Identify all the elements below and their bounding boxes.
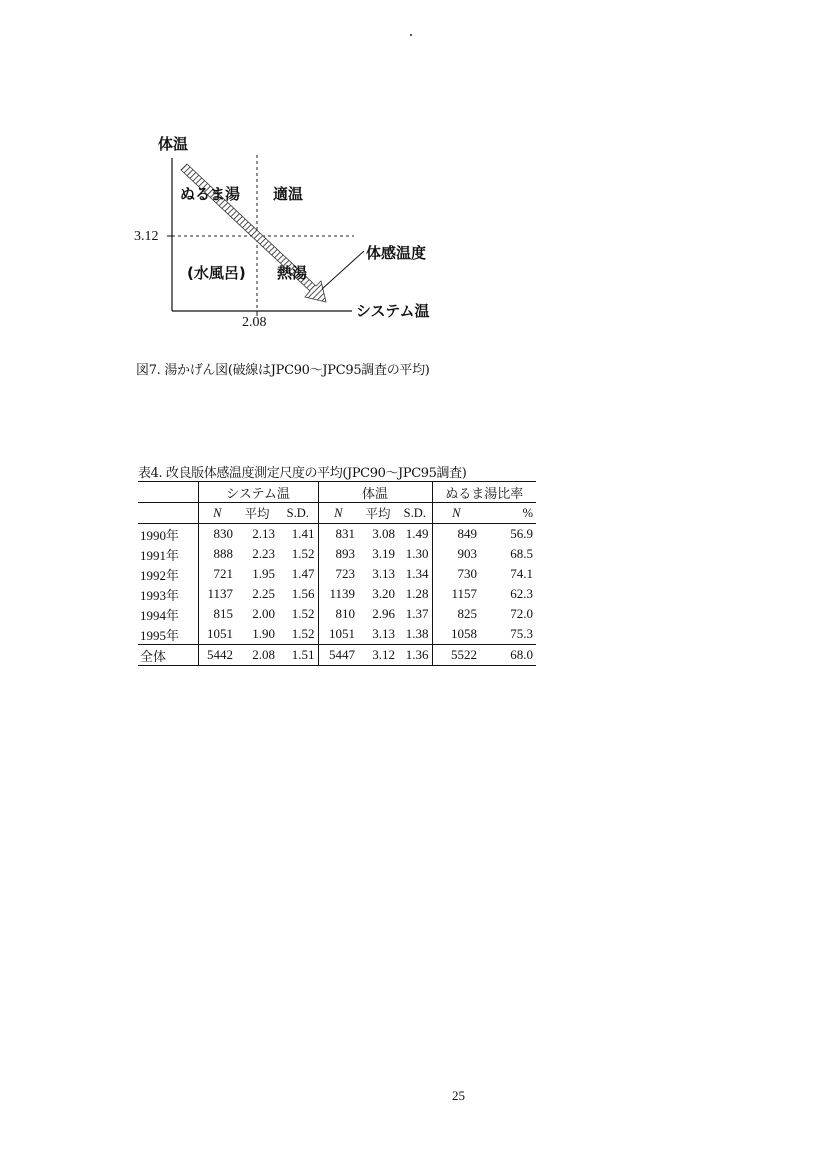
- table-subheader-row: [138, 503, 536, 524]
- cell: 849: [432, 524, 480, 545]
- row-year: 1991年: [140, 547, 180, 563]
- cell: 1.34: [405, 566, 429, 581]
- cell: 1.47: [291, 566, 315, 581]
- group-header-lukewarm-ratio: ぬるま湯比率: [432, 482, 536, 503]
- cell: 831: [318, 524, 358, 545]
- subheader-sd: S.D.: [278, 503, 318, 524]
- cell: 1137: [198, 584, 236, 604]
- cell: 72.0: [510, 606, 533, 621]
- subheader-mean: 平均: [358, 503, 398, 524]
- group-header-body-temp: 体温: [318, 482, 432, 503]
- table-group-header-row: [138, 482, 536, 503]
- cell: 5522: [432, 645, 480, 666]
- subheader-sd: S.D.: [398, 503, 432, 524]
- cell: 1157: [432, 584, 480, 604]
- cell: 74.1: [510, 566, 533, 581]
- cell: 1.37: [405, 606, 429, 621]
- cell: 888: [198, 544, 236, 564]
- cell: 1.52: [291, 546, 315, 561]
- subheader-mean: 平均: [236, 503, 278, 524]
- y-axis-label: 体温: [158, 135, 189, 153]
- data-table: [138, 481, 536, 666]
- cell: 1058: [432, 624, 480, 645]
- arrow-label: 体感温度: [366, 244, 427, 262]
- cell: 903: [432, 544, 480, 564]
- subheader-n: N: [318, 503, 358, 524]
- table-row: [138, 524, 536, 545]
- region-top-right-label: 適温: [273, 185, 304, 203]
- row-year: 1992年: [140, 567, 180, 583]
- row-year: 1993年: [140, 587, 180, 603]
- cell: 1.28: [405, 586, 429, 601]
- total-label: 全体: [138, 645, 198, 666]
- cell: 75.3: [510, 626, 533, 641]
- cell: 56.9: [510, 526, 533, 541]
- cell: 5447: [318, 645, 358, 666]
- figure-caption: 図7. 湯かげん図(破線はJPC90～JPC95調査の平均): [136, 363, 430, 378]
- group-header-system-temp: システム温: [198, 482, 318, 503]
- cell: 3.19: [372, 546, 395, 561]
- table-row: [138, 624, 536, 645]
- table-row: [138, 564, 536, 584]
- table-row: [138, 544, 536, 564]
- cell: 2.96: [372, 606, 395, 621]
- cell: 893: [318, 544, 358, 564]
- cell: 2.25: [252, 586, 275, 601]
- cell: 1.38: [405, 626, 429, 641]
- cell: 1.30: [405, 546, 429, 561]
- cell: 1.49: [405, 526, 429, 541]
- cell: 1139: [318, 584, 358, 604]
- cell: 3.12: [358, 645, 398, 666]
- header-blank: [138, 482, 198, 503]
- cell: 68.0: [480, 645, 536, 666]
- x-axis-label: システム温: [356, 302, 430, 320]
- cell: 730: [432, 564, 480, 584]
- row-year: 1995年: [140, 627, 180, 643]
- cell: 723: [318, 564, 358, 584]
- cell: 1.56: [291, 586, 315, 601]
- cell: 3.13: [372, 566, 395, 581]
- x-tick-label: 2.08: [242, 315, 267, 330]
- table-total-row: [138, 645, 536, 666]
- region-bottom-right-label: 熱湯: [277, 264, 308, 282]
- cell: 825: [432, 604, 480, 624]
- cell: 830: [198, 524, 236, 545]
- table-row: [138, 604, 536, 624]
- cell: 3.08: [372, 526, 395, 541]
- subheader-percent: %: [480, 503, 536, 524]
- cell: 1.52: [291, 606, 315, 621]
- subheader-n: N: [198, 503, 236, 524]
- cell: 2.13: [252, 526, 275, 541]
- arrow-label-pointer: [322, 251, 364, 289]
- cell: 1.51: [278, 645, 318, 666]
- region-top-left-label: ぬるま湯: [180, 185, 241, 203]
- table-row: [138, 584, 536, 604]
- cell: 1.95: [252, 566, 275, 581]
- cell: 1.36: [398, 645, 432, 666]
- cell: 1051: [198, 624, 236, 645]
- cell: 721: [198, 564, 236, 584]
- cell: 68.5: [510, 546, 533, 561]
- y-tick-label: 3.12: [134, 229, 159, 244]
- cell: 2.08: [236, 645, 278, 666]
- subheader-blank: [138, 503, 198, 524]
- cell: 815: [198, 604, 236, 624]
- cell: 1.90: [252, 626, 275, 641]
- subheader-n: N: [432, 503, 480, 524]
- cell: 810: [318, 604, 358, 624]
- cell: 3.13: [372, 626, 395, 641]
- page-number: 25: [452, 1088, 465, 1103]
- region-bottom-left-label: (水風呂): [187, 264, 246, 282]
- cell: 1.41: [291, 526, 315, 541]
- cell: 1.52: [291, 626, 315, 641]
- cell: 2.00: [252, 606, 275, 621]
- row-year: 1994年: [140, 607, 180, 623]
- table-title: 表4. 改良版体感温度測定尺度の平均(JPC90～JPC95調査): [138, 466, 467, 481]
- row-year: 1990年: [140, 527, 180, 543]
- cell: 1051: [318, 624, 358, 645]
- cell: 62.3: [510, 586, 533, 601]
- cell: 2.23: [252, 546, 275, 561]
- cell: 5442: [198, 645, 236, 666]
- cell: 3.20: [372, 586, 395, 601]
